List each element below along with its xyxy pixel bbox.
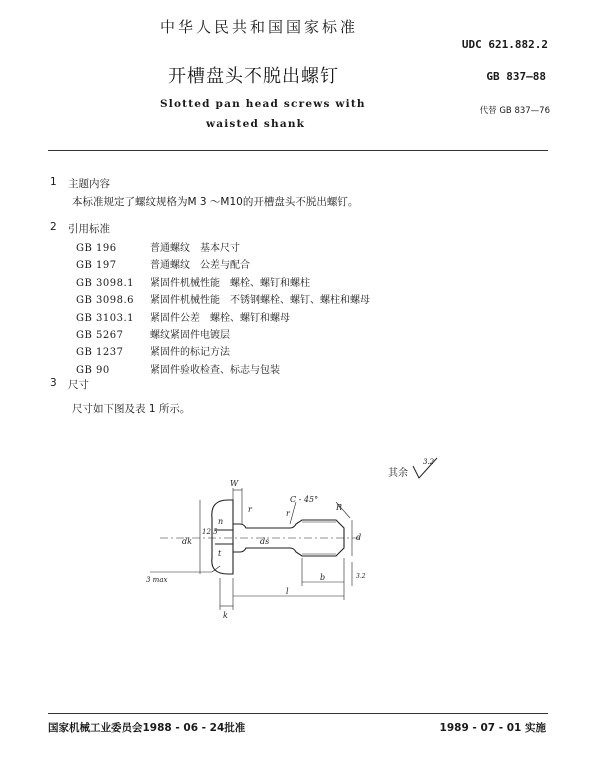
surface-roughness-note <box>388 456 441 482</box>
reference-code: GB 5267 <box>76 329 124 341</box>
section-1-number: 1 <box>50 176 57 188</box>
udc-number: UDC 621.882.2 <box>461 38 548 51</box>
label-radius: R <box>336 503 343 512</box>
section-1-title: 主题内容 <box>68 178 110 190</box>
reference-code: GB 3098.6 <box>76 295 135 307</box>
reference-item <box>76 257 370 274</box>
label-smax: 3 max <box>146 576 168 584</box>
label-l: l <box>286 587 289 596</box>
reference-code: GB 3098.1 <box>76 277 135 289</box>
issuer-header: 中华人民共和国国家标准 <box>160 18 359 36</box>
reference-name: 紧固件的标记方法 <box>150 347 230 359</box>
title-chinese: 开槽盘头不脱出螺钉 <box>168 66 339 87</box>
label-n: n <box>218 517 224 526</box>
reference-item <box>76 362 370 379</box>
roughness-value: 3.2 <box>423 458 435 466</box>
surface-roughness-label: 其余 <box>388 468 408 479</box>
label-chamfer: C - 45° <box>290 495 319 504</box>
label-r-left: r <box>248 505 252 514</box>
footer-implementation-date: 1989 - 07 - 01 实施 <box>439 722 546 734</box>
footer-approval: 国家机械工业委员会1988 - 06 - 24批准 <box>48 722 246 734</box>
label-d: d <box>356 533 362 542</box>
title-english-line2: waisted shank <box>206 118 306 130</box>
reference-code: GB 196 <box>76 243 117 254</box>
top-divider <box>48 150 548 151</box>
label-angle: 12.5 <box>202 528 218 536</box>
section-2-title: 引用标准 <box>68 223 110 235</box>
reference-name: 普通螺纹 基本尺寸 <box>150 243 240 254</box>
screw-drawing <box>140 478 380 620</box>
section-3-number: 3 <box>50 377 57 389</box>
label-dk: dk <box>182 537 192 546</box>
section-3-text: 尺寸如下图及表 1 所示。 <box>72 403 191 415</box>
label-k: k <box>223 611 228 620</box>
reference-name: 紧固件机械性能 螺栓、螺钉和螺柱 <box>150 277 310 289</box>
reference-item <box>76 292 370 309</box>
reference-name: 螺纹紧固件电镀层 <box>150 329 230 341</box>
reference-item <box>76 310 370 327</box>
reference-name: 普通螺纹 公差与配合 <box>150 260 250 272</box>
screw-outline <box>212 500 344 574</box>
section-3-title: 尺寸 <box>68 379 89 391</box>
reference-item <box>76 240 370 257</box>
label-roughness-bottom: 3.2 <box>356 573 366 580</box>
roughness-symbol-icon <box>411 456 441 482</box>
reference-code: GB 90 <box>76 364 110 376</box>
reference-list <box>76 240 370 379</box>
replaces-standard: 代替 GB 837—76 <box>479 106 550 116</box>
reference-code: GB 1237 <box>76 347 124 359</box>
label-ds: ds <box>260 537 270 546</box>
label-w: W <box>230 479 239 488</box>
label-b: b <box>320 573 326 582</box>
label-t: t <box>218 549 222 558</box>
reference-item <box>76 275 370 292</box>
bottom-divider <box>48 713 548 714</box>
title-english-line1: Slotted pan head screws with <box>160 98 366 110</box>
label-r-right: r <box>286 509 290 518</box>
section-2-number: 2 <box>50 221 57 233</box>
section-1-text: 本标准规定了螺纹规格为M 3 ～M10的开槽盘头不脱出螺钉。 <box>72 196 359 208</box>
reference-name: 紧固件验收检查、标志与包装 <box>150 364 280 376</box>
reference-code: GB 3103.1 <box>76 312 135 324</box>
reference-code: GB 197 <box>76 260 117 272</box>
reference-name: 紧固件机械性能 不锈钢螺栓、螺钉、螺柱和螺母 <box>150 295 370 307</box>
gb-number: GB 837—88 <box>486 70 546 83</box>
reference-item <box>76 327 370 344</box>
dimension-labels <box>146 479 366 620</box>
reference-name: 紧固件公差 螺栓、螺钉和螺母 <box>150 312 290 324</box>
reference-item <box>76 344 370 361</box>
